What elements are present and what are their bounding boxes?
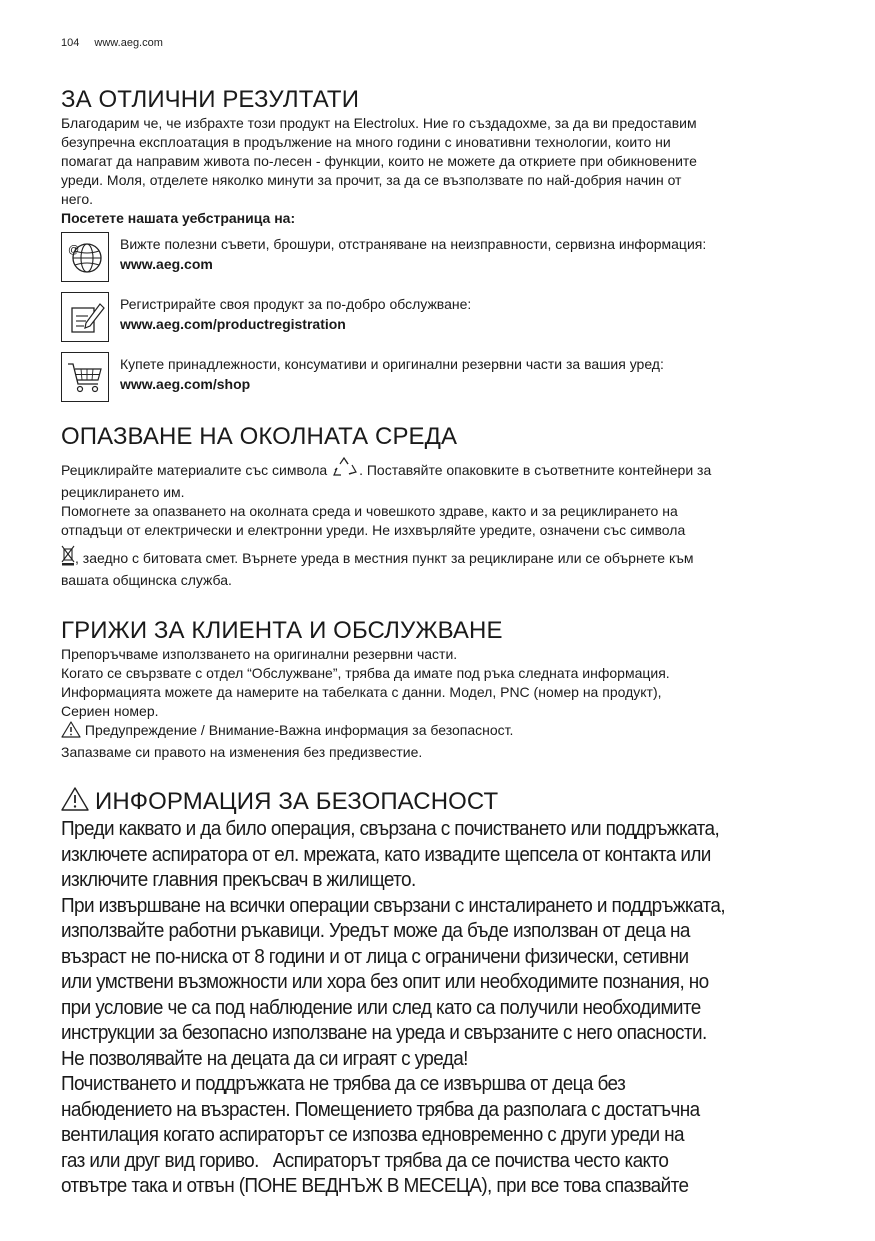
- warning-icon: [61, 786, 89, 817]
- page-number: 104: [61, 37, 80, 49]
- site-link[interactable]: www.aeg.com/productregistration: [120, 316, 346, 332]
- safety-line: вентилация когато аспираторът се изпозва едновременно с други уреди на: [61, 1124, 684, 1146]
- customer-body: [61, 645, 831, 762]
- site-link[interactable]: www.aeg.com/shop: [120, 376, 251, 392]
- customer-title: ГРИЖИ ЗА КЛИЕНТА И ОБСЛУЖВАНЕ: [61, 617, 503, 644]
- customer-line: Информацията можете да намерите на табелката с данни. Модел, PNC (номер на продукт),: [61, 684, 662, 700]
- warning-icon: [61, 721, 81, 743]
- environment-line: рециклирането им.: [61, 484, 185, 500]
- customer-line: Препоръчваме използването на оригинални резервни части.: [61, 646, 458, 662]
- results-line: безупречна експлоатация в продължение на много години с иновативни технологии, които ни: [61, 134, 671, 150]
- safety-line: или умствени възможности или хора без опит или необходимите познания, но: [61, 971, 709, 993]
- safety-header: [61, 786, 851, 817]
- results-line: помагат да направим живота по-лесен - функции, които не можете да откриете при обикновените: [61, 153, 697, 169]
- site-text: [120, 232, 706, 274]
- safety-line: изключете аспиратора от ел. мрежата, като извадите щепсела от контакта или: [61, 843, 711, 866]
- safety-line: набюдението на възрастен. Помещението трябва да разполага с достатъчна: [61, 1098, 700, 1121]
- safety-line: газ или друг вид гориво. Аспираторът трябва да се почиства често както: [61, 1149, 669, 1172]
- site-link[interactable]: www.aeg.com: [120, 256, 213, 272]
- customer-line: Сериен номер.: [61, 703, 159, 719]
- safety-line: възраст не по-ниска от 8 години и от лица с ограничени физически, сетивни: [61, 945, 689, 968]
- safety-line: Почистването и поддръжката не трябва да се извършва от деца без: [61, 1073, 626, 1095]
- register-icon: [61, 292, 109, 342]
- site-text: [120, 352, 664, 394]
- environment-body: [61, 456, 831, 590]
- site-row-support: [61, 232, 831, 282]
- environment-line: вашата общинска служба.: [61, 572, 232, 588]
- site-description: Купете принадлежности, консумативи и оригинални резервни части за вашия уред:: [120, 356, 664, 372]
- safety-section: [61, 786, 851, 1200]
- customer-section: [61, 617, 831, 762]
- results-line: уреди. Моля, отделете няколко минути за прочит, за да се възползвате по най-добрия начин от: [61, 172, 682, 188]
- safety-title: ИНФОРМАЦИЯ ЗА БЕЗОПАСНОСТ: [95, 787, 499, 815]
- warning-text: Предупреждение / Внимание-Важна информация за безопасност.: [81, 722, 514, 738]
- environment-text: Рециклирайте материалите със символа: [61, 462, 328, 478]
- results-line: него.: [61, 191, 93, 207]
- environment-title: ОПАЗВАНЕ НА ОКОЛНАТА СРЕДА: [61, 423, 458, 450]
- environment-line: [61, 456, 831, 483]
- safety-line: инструкции за безопасно използване на уреда и свързаните с него опасности.: [61, 1022, 707, 1044]
- results-line: Благодарим че, че избрахте този продукт на Electrolux. Ние го създадохме, за да ви предоставим: [61, 115, 697, 131]
- customer-line: Запазваме си правото на изменения без предизвестие.: [61, 744, 423, 760]
- site-text: [120, 292, 471, 334]
- safety-line: изключите главния прекъсвач в жилището.: [61, 869, 416, 891]
- results-section: [61, 86, 831, 412]
- results-title: ЗА ОТЛИЧНИ РЕЗУЛТАТИ: [61, 86, 360, 113]
- site-row-register: [61, 292, 831, 342]
- safety-line: отвътре така и отвън (ПОНЕ ВЕДНЪЖ В МЕСЕЦА), при все това спазвайте: [61, 1175, 689, 1197]
- safety-line: при условие че са под наблюдение или след като са получили необходимите: [61, 996, 701, 1019]
- site-row-shop: [61, 352, 831, 402]
- safety-line: Не позволявайте на децата да си играят с уреда!: [61, 1047, 468, 1070]
- safety-line: При извършване на всички операции свързани с инсталирането и поддръжката,: [61, 894, 726, 917]
- results-intro: [61, 114, 831, 228]
- environment-text: , заедно с битовата смет. Върнете уреда в местния пункт за рециклиране или се обърнете към: [75, 550, 694, 566]
- globe-icon: [61, 232, 109, 282]
- environment-line: Помогнете за опазването на околната среда и човешкото здраве, както и за рециклирането на: [61, 503, 678, 519]
- environment-section: [61, 423, 831, 590]
- customer-line: Когато се свързвате с отдел “Обслужване”, трябва да имате под ръка следната информация.: [61, 665, 670, 681]
- page-header: [61, 37, 163, 49]
- site-description: Вижте полезни съвети, брошури, отстраняване на неизправности, сервизна информация:: [120, 236, 707, 252]
- svg-text:@: @: [68, 244, 80, 256]
- site-description: Регистрирайте своя продукт за по-добро обслужване:: [120, 296, 472, 312]
- customer-warning-line: [61, 721, 831, 743]
- site-list: [61, 232, 831, 402]
- cart-icon: [61, 352, 109, 402]
- environment-line: [61, 544, 831, 571]
- weee-bin-icon: [61, 544, 75, 571]
- environment-text: . Поставяйте опаковките в съответните контейнери за: [359, 462, 712, 478]
- environment-line: отпадъци от електрически и електронни уреди. Не изхвърляйте уредите, означени със символа: [61, 522, 686, 538]
- safety-line: Преди каквато и да било операция, свързана с почистването или поддръжката,: [61, 818, 720, 840]
- header-website[interactable]: www.aeg.com: [94, 37, 163, 49]
- recycle-icon: [331, 456, 359, 483]
- safety-body: [61, 817, 833, 1200]
- visit-label: Посетете нашата уебстраница на:: [61, 210, 296, 226]
- safety-line: използвайте работни ръкавици. Уредът може да бъде използван от деца на: [61, 920, 690, 942]
